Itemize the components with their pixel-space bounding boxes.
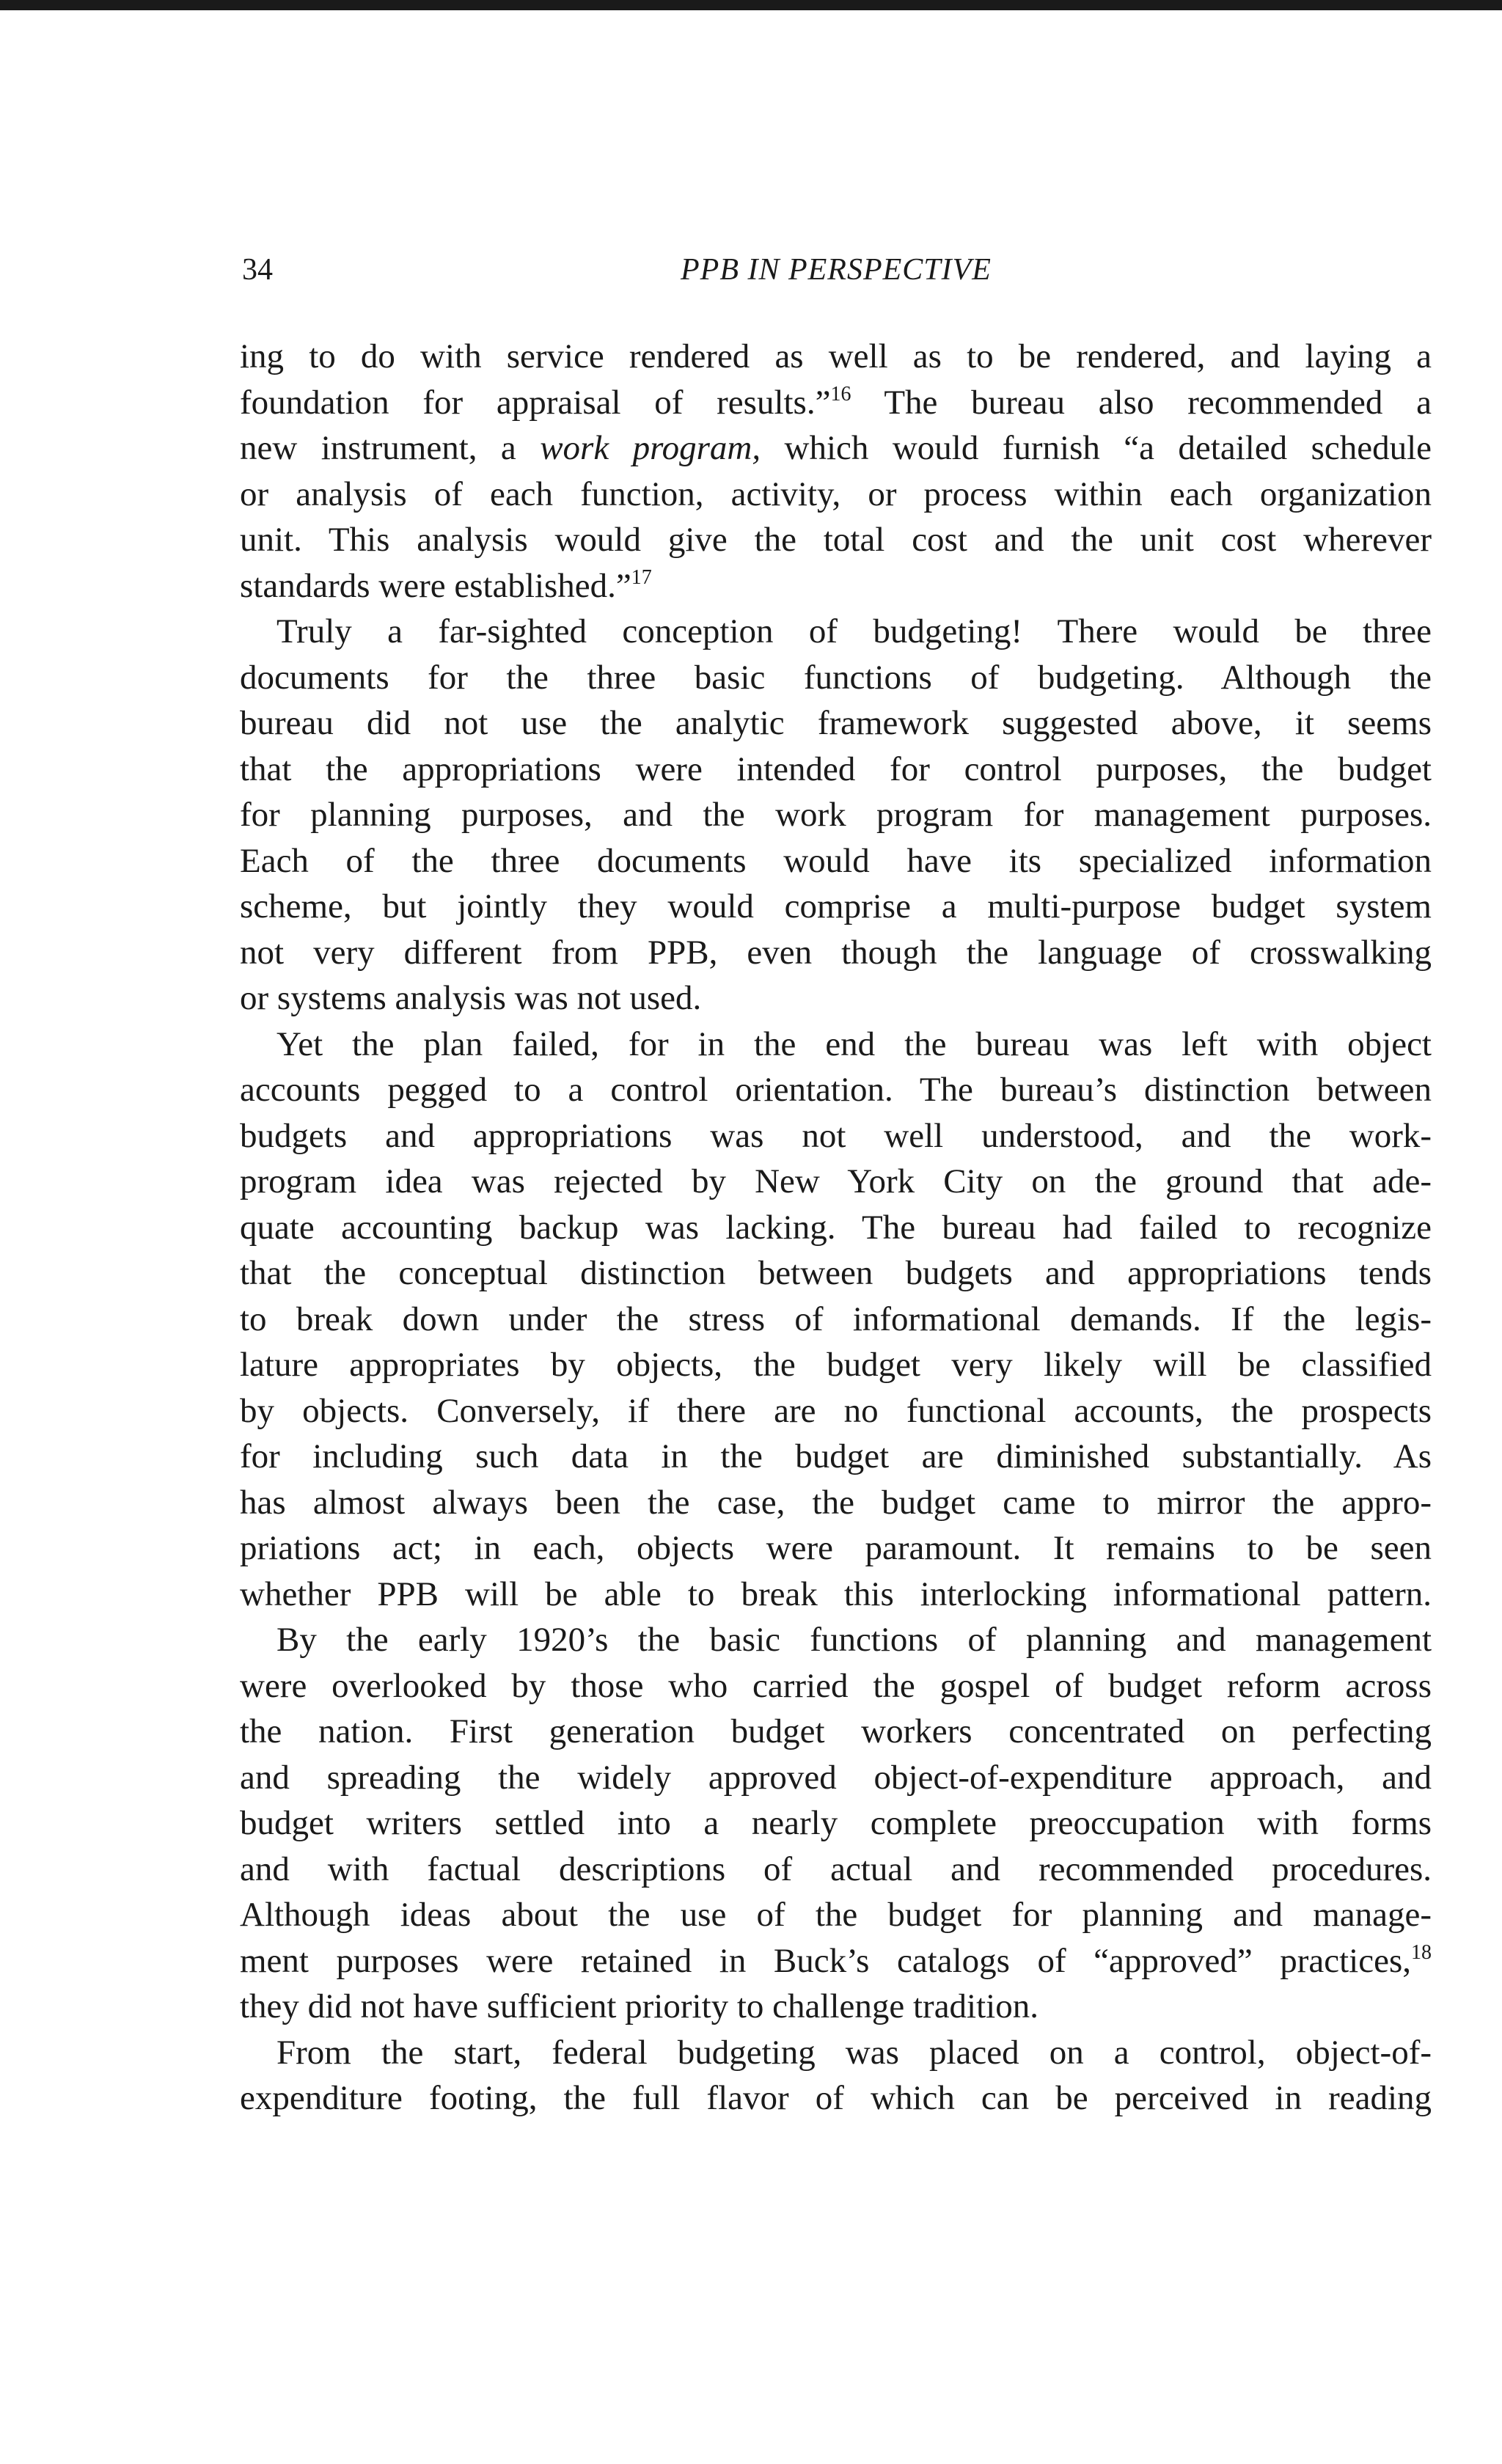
text-line: that the appropriations were intended for control purposes, the budget (240, 749, 1432, 788)
text-line: not very different from PPB, even though the language of crosswalking (240, 933, 1432, 972)
text-line: Truly a far-sighted conception of budgeting! There would be three (276, 612, 1432, 650)
text-line: Yet the plan failed, for in the end the bureau was left with object (276, 1024, 1432, 1063)
top-edge-rule (0, 0, 1502, 10)
text-line: quate accounting backup was lacking. The bureau had failed to recognize (240, 1208, 1432, 1247)
text-line: new instrument, a work program, which would furnish “a detailed schedule (240, 429, 1432, 467)
text-line: budget writers settled into a nearly complete preoccupation with forms (240, 1804, 1432, 1842)
text-line: Although ideas about the use of the budget for planning and manage- (240, 1896, 1432, 1934)
text-line: accounts pegged to a control orientation. The bureau’s distinction between (240, 1071, 1432, 1109)
text-line: program idea was rejected by New York City on the ground that ade- (240, 1162, 1432, 1200)
text-line: budgets and appropriations was not well understood, and the work- (240, 1116, 1432, 1155)
text-line: ing to do with service rendered as well as to be rendered, and laying a (240, 337, 1432, 375)
text-line: by objects. Conversely, if there are no functional accounts, the prospects (240, 1391, 1432, 1430)
text-line: whether PPB will be able to break this interlocking informational pattern. (240, 1574, 1432, 1613)
text-line: unit. This analysis would give the total cost and the unit cost wherever (240, 521, 1432, 559)
text-line: From the start, federal budgeting was placed on a control, object-of- (276, 2033, 1432, 2072)
text-line: and with factual descriptions of actual and recommended procedures. (240, 1849, 1432, 1888)
text-line: ment purposes were retained in Buck’s catalogs of “approved” practices,$^{18}$ (240, 1940, 1432, 1980)
page-header (242, 248, 1430, 292)
text-line: to break down under the stress of informational demands. If the legis- (240, 1299, 1432, 1338)
text-line: and spreading the widely approved object-of-expenditure approach, and (240, 1758, 1432, 1797)
body-text (240, 334, 1432, 2122)
text-line: foundation for appraisal of results.”$^{16}$ The bureau also recommended a (240, 382, 1432, 422)
text-line: standards were established.”$^{17}$ (240, 565, 652, 605)
running-head: PPB IN PERSPECTIVE (681, 253, 992, 287)
text-line: Each of the three documents would have its specialized information (240, 841, 1432, 880)
page-number: 34 (242, 253, 273, 287)
footnote-ref: 17 (631, 565, 652, 589)
text-line: they did not have sufficient priority to challenge tradition. (240, 1987, 1038, 2025)
text-line: that the conceptual distinction between budgets and appropriations tends (240, 1254, 1432, 1292)
text-line: lature appropriates by objects, the budget very likely will be classified (240, 1346, 1432, 1384)
footnote-ref: 16 (830, 382, 851, 406)
text-line: has almost always been the case, the budget came to mirror the appro- (240, 1483, 1432, 1522)
text-line: scheme, but jointly they would comprise a multi-purpose budget system (240, 887, 1432, 925)
text-line: or systems analysis was not used. (240, 979, 702, 1017)
text-line: expenditure footing, the full flavor of which can be perceived in reading (240, 2079, 1432, 2117)
text-line: bureau did not use the analytic framework suggested above, it seems (240, 704, 1432, 742)
text-line: the nation. First generation budget workers concentrated on perfecting (240, 1712, 1432, 1750)
text-line: were overlooked by those who carried the gospel of budget reform across (240, 1666, 1432, 1705)
footnote-ref: 18 (1411, 1940, 1432, 1964)
text-line: for planning purposes, and the work program for management purposes. (240, 796, 1432, 834)
text-line: for including such data in the budget are diminished substantially. As (240, 1437, 1432, 1475)
text-line: By the early 1920’s the basic functions of planning and management (276, 1621, 1432, 1659)
italic-term: work program, (540, 429, 761, 467)
text-line: or analysis of each function, activity, or process within each organization (240, 474, 1432, 513)
text-line: documents for the three basic functions of budgeting. Although the (240, 658, 1432, 697)
text-line: priations act; in each, objects were paramount. It remains to be seen (240, 1529, 1432, 1567)
